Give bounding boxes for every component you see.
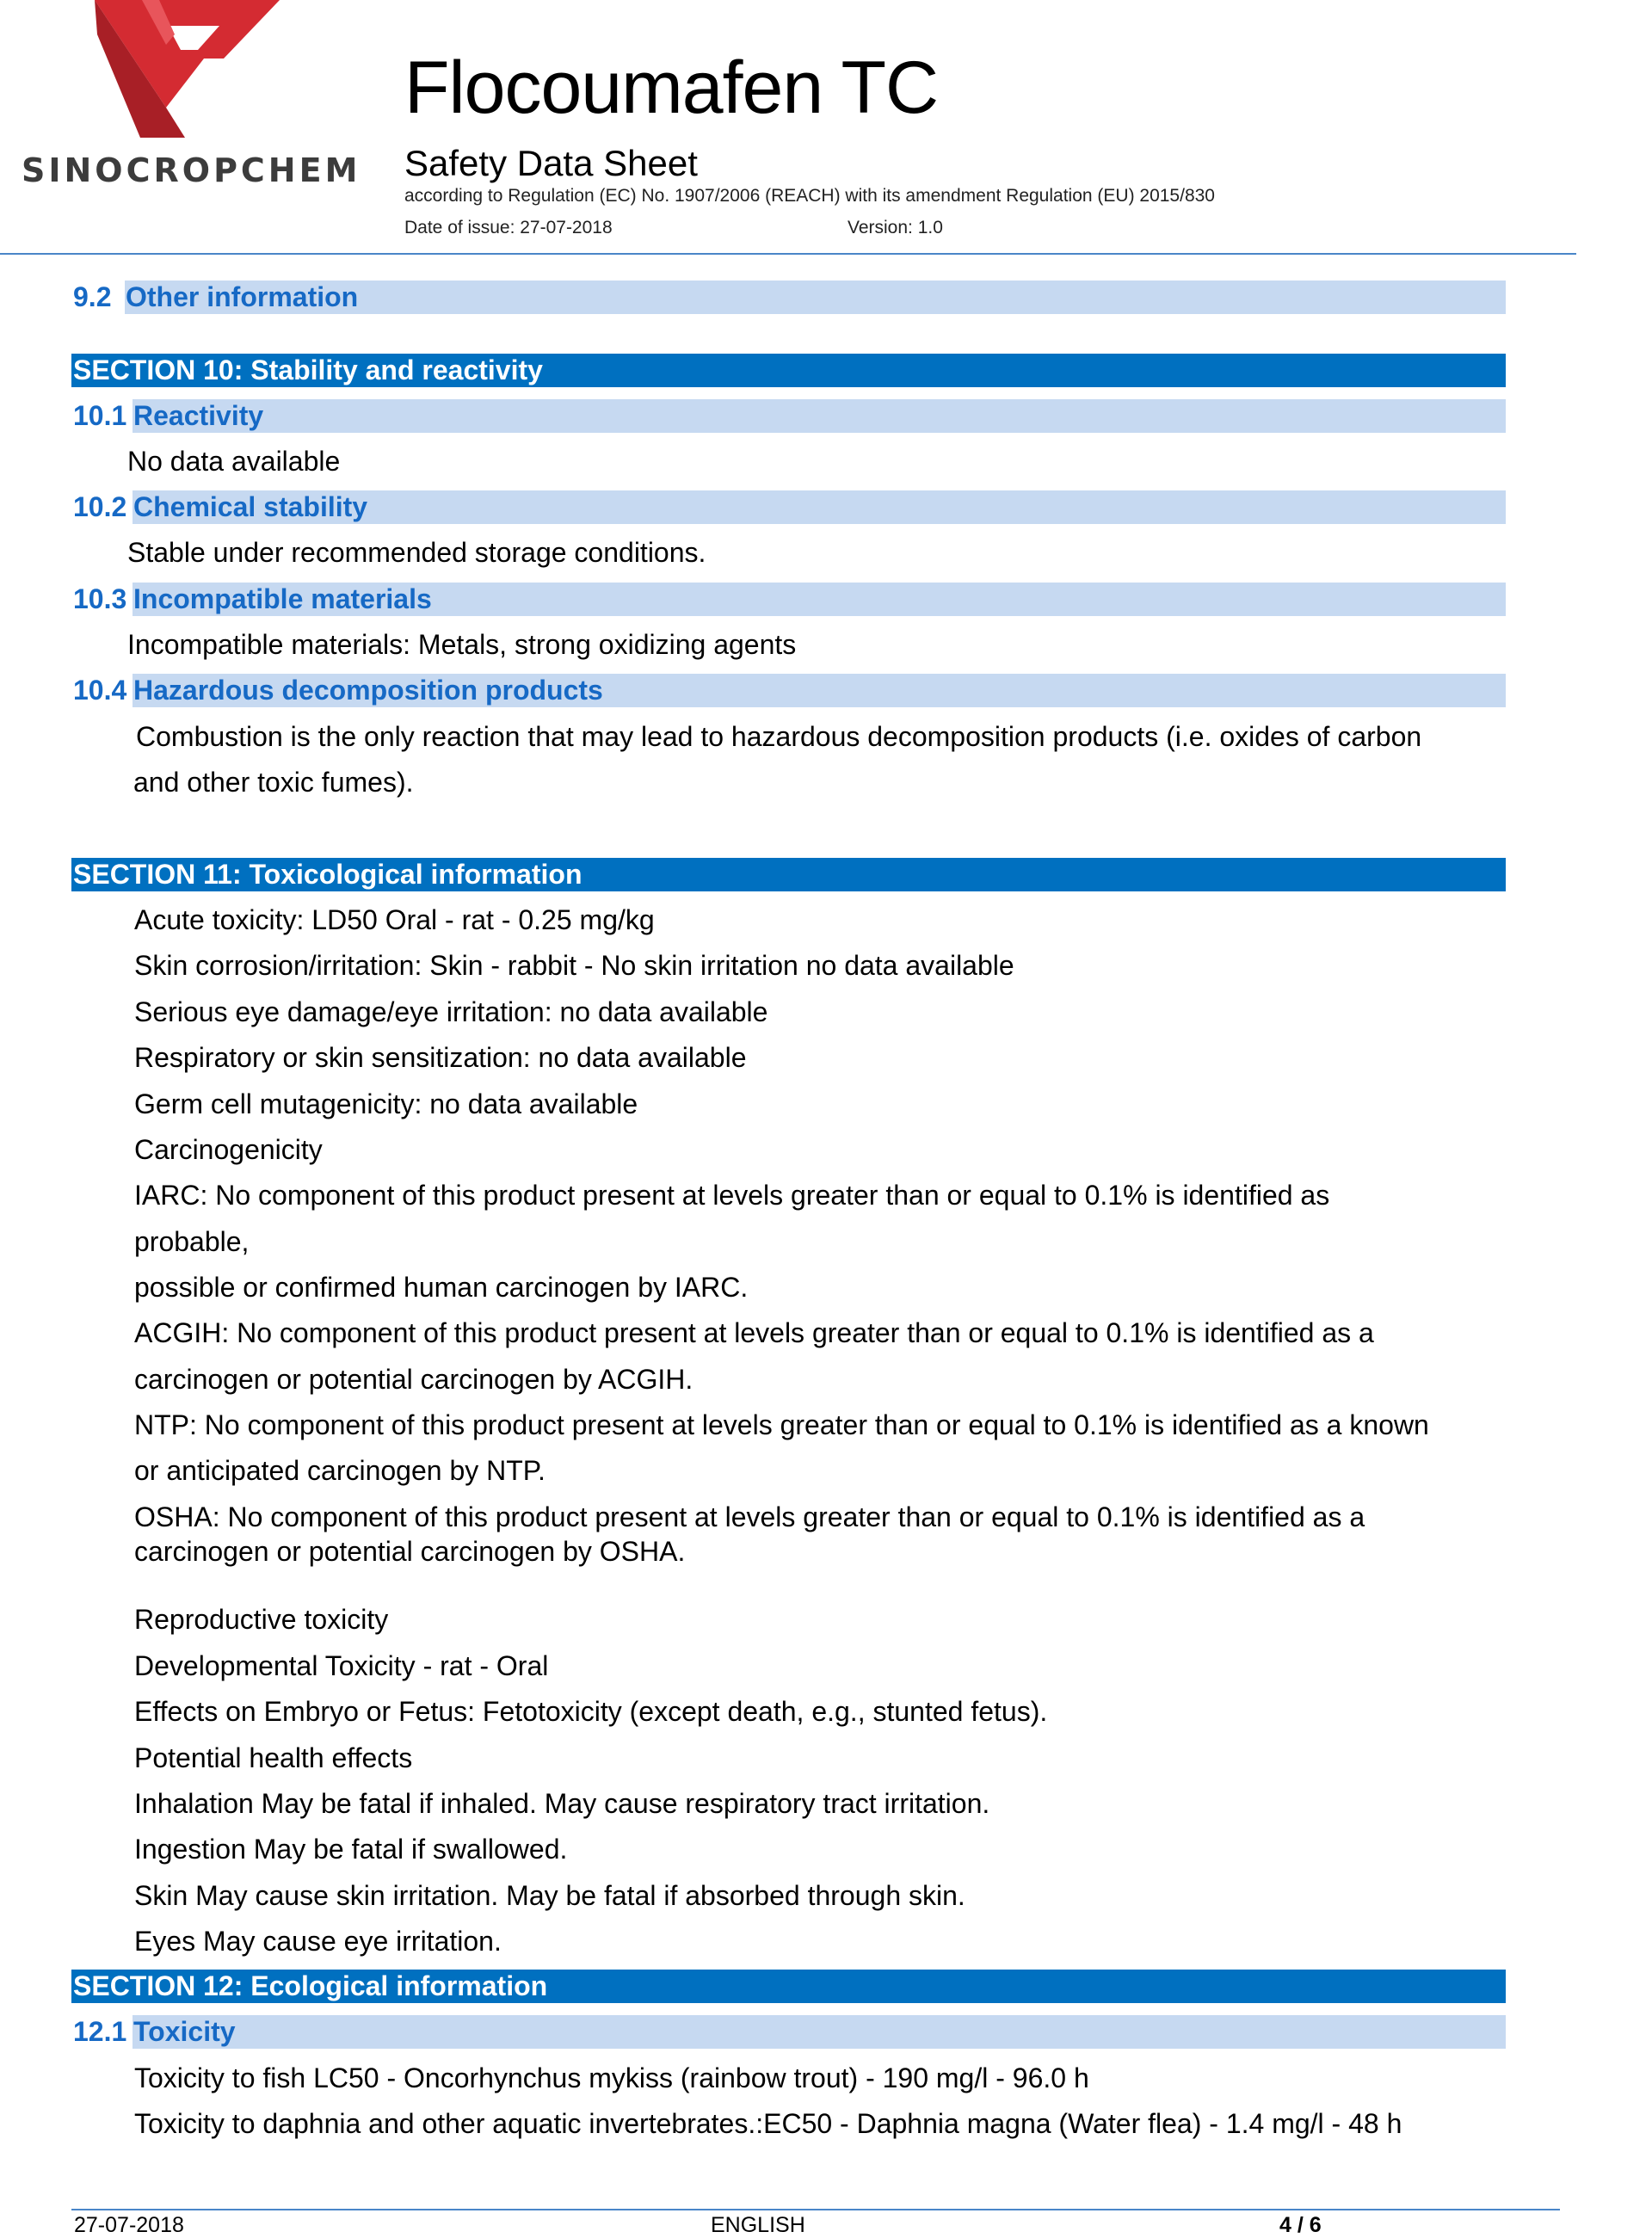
subsection-10-2: [71, 490, 1506, 524]
tox-line: Reproductive toxicity: [134, 1604, 389, 1635]
tox-line: Developmental Toxicity - rat - Oral: [134, 1650, 549, 1681]
decomposition-text-line-2: and other toxic fumes).: [133, 767, 414, 798]
tox-line: Respiratory or skin sensitization: no data available: [134, 1042, 747, 1073]
subsection-label: Hazardous decomposition products: [133, 675, 603, 706]
regulation-note: according to Regulation (EC) No. 1907/2006 (REACH) with its amendment Regulation (EU) 2015/830: [404, 186, 1215, 206]
reactivity-text: No data available: [127, 446, 341, 477]
footer-language: ENGLISH: [711, 2213, 805, 2237]
footer-date: 27-07-2018: [74, 2213, 184, 2237]
document-title: Flocoumafen TC: [404, 46, 939, 129]
tox-line: Skin May cause skin irritation. May be fatal if absorbed through skin.: [134, 1880, 965, 1911]
tox-line: Potential health effects: [134, 1742, 413, 1773]
company-name: SINOCROPCHEM: [22, 151, 361, 189]
tox-line: Ingestion May be fatal if swallowed.: [134, 1834, 568, 1865]
tox-line: Eyes May cause eye irritation.: [134, 1926, 502, 1957]
subsection-number: 12.1: [73, 2016, 127, 2047]
tox-line: Skin corrosion/irritation: Skin - rabbit - No skin irritation no data available: [134, 950, 1014, 981]
company-logo: [22, 0, 361, 198]
subsection-label: Other information: [126, 281, 359, 312]
footer-divider: [71, 2209, 1560, 2210]
subsection-bar: [133, 2015, 1506, 2049]
subsection-10-4: [71, 674, 1506, 707]
tox-line: Germ cell mutagenicity: no data available: [134, 1088, 638, 1119]
header-divider: [0, 253, 1576, 255]
document-subtitle: Safety Data Sheet: [404, 143, 698, 183]
tox-line: ACGIH: No component of this product present at levels greater than or equal to 0.1% is identified as a: [134, 1317, 1374, 1348]
tox-line: carcinogen or potential carcinogen by ACGIH.: [134, 1364, 693, 1395]
subsection-label: Incompatible materials: [133, 583, 432, 614]
tox-line: OSHA: No component of this product present at levels greater than or equal to 0.1% is identified as a: [134, 1501, 1365, 1532]
subsection-10-3: [71, 583, 1506, 616]
tox-line: Serious eye damage/eye irritation: no data available: [134, 996, 768, 1027]
subsection-number: 10.4: [73, 675, 127, 706]
toxicity-daphnia-text: Toxicity to daphnia and other aquatic invertebrates.:EC50 - Daphnia magna (Water flea) - 1.4 mg/l - 48 h: [134, 2108, 1402, 2139]
logo-mark-icon: [22, 0, 348, 151]
subsection-9-2: [71, 281, 1506, 314]
tox-line: carcinogen or potential carcinogen by OSHA.: [134, 1536, 686, 1567]
tox-line: possible or confirmed human carcinogen by IARC.: [134, 1272, 749, 1303]
subsection-number: 10.2: [73, 491, 127, 522]
issue-date: Date of issue: 27-07-2018: [404, 218, 613, 237]
section-12-heading: SECTION 12: Ecological information: [71, 1970, 1506, 2003]
section-11-heading: SECTION 11: Toxicological information: [71, 858, 1506, 891]
tox-line: IARC: No component of this product present at levels greater than or equal to 0.1% is identified as: [134, 1180, 1330, 1211]
version: Version: 1.0: [848, 218, 943, 237]
subsection-12-1: [71, 2015, 1506, 2049]
subsection-label: Reactivity: [133, 400, 264, 431]
tox-line: probable,: [134, 1226, 250, 1257]
subsection-10-1: [71, 399, 1506, 433]
tox-line: Effects on Embryo or Fetus: Fetotoxicity (except death, e.g., stunted fetus).: [134, 1696, 1048, 1727]
subsection-label: Toxicity: [133, 2016, 236, 2047]
chemical-stability-text: Stable under recommended storage conditions.: [127, 537, 706, 568]
tox-line: or anticipated carcinogen by NTP.: [134, 1455, 546, 1486]
tox-line: Inhalation May be fatal if inhaled. May cause respiratory tract irritation.: [134, 1788, 990, 1819]
tox-line: NTP: No component of this product present at levels greater than or equal to 0.1% is identified as a known: [134, 1409, 1429, 1440]
tox-line: Carcinogenicity: [134, 1134, 323, 1165]
tox-line: Acute toxicity: LD50 Oral - rat - 0.25 mg/kg: [134, 904, 655, 935]
incompatible-materials-text: Incompatible materials: Metals, strong oxidizing agents: [127, 629, 797, 660]
subsection-number: 10.1: [73, 400, 127, 431]
toxicity-fish-text: Toxicity to fish LC50 - Oncorhynchus mykiss (rainbow trout) - 190 mg/l - 96.0 h: [134, 2062, 1089, 2093]
subsection-label: Chemical stability: [133, 491, 368, 522]
section-10-heading: SECTION 10: Stability and reactivity: [71, 354, 1506, 387]
subsection-bar: [133, 399, 1506, 433]
footer-page-number: 4 / 6: [1279, 2213, 1322, 2237]
subsection-number: 9.2: [73, 281, 112, 312]
subsection-number: 10.3: [73, 583, 127, 614]
decomposition-text-line-1: Combustion is the only reaction that may lead to hazardous decomposition products (i.e. oxides of carbon: [136, 721, 1422, 752]
